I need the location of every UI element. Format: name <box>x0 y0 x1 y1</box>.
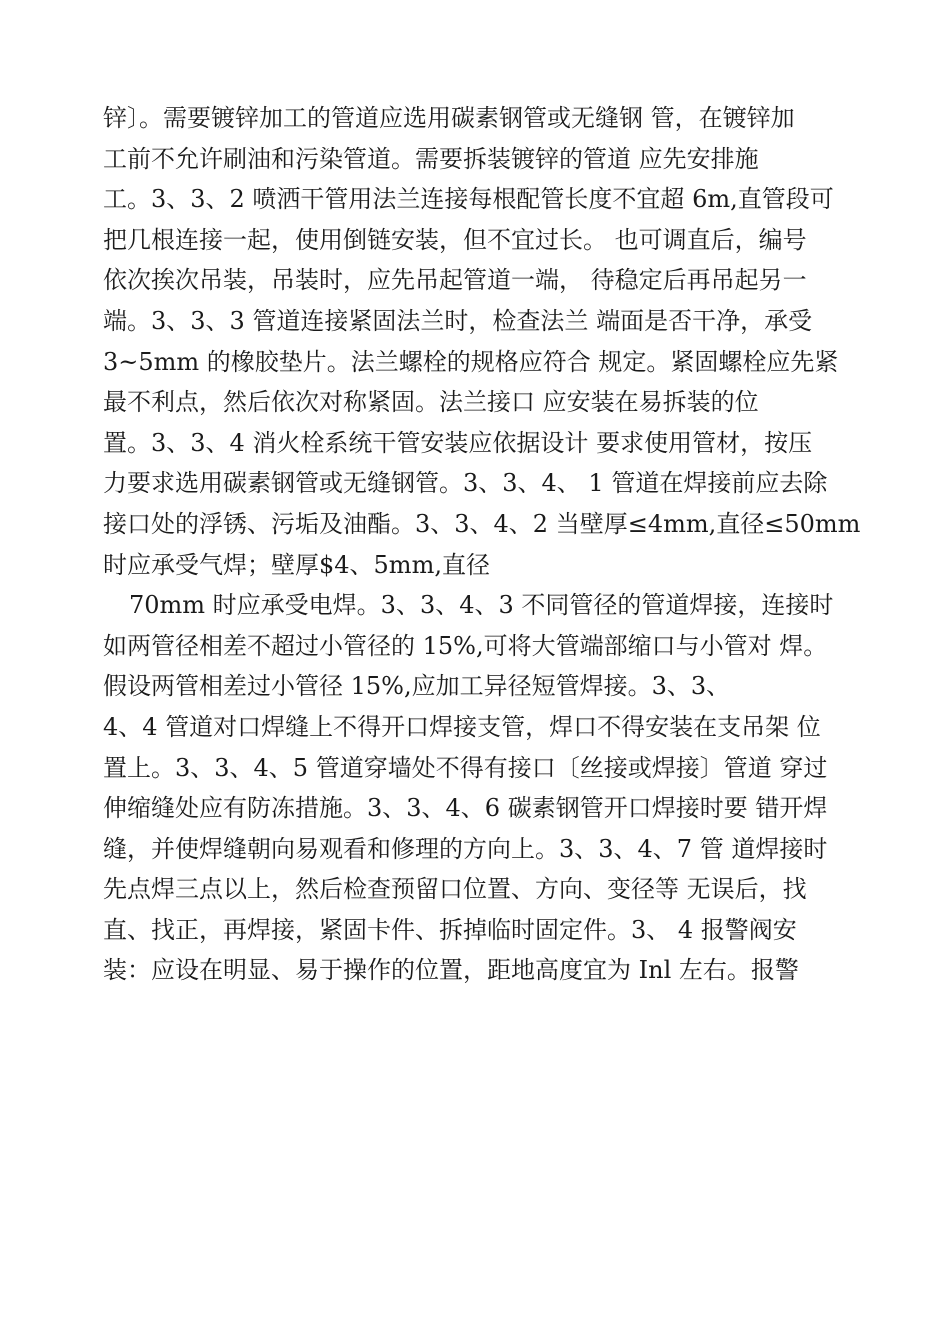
text-line-7: 3~5mm 的橡胶垫片。法兰螺栓的规格应符合 规定。紧固螺栓应先紧 <box>103 347 839 376</box>
text-line-14: 如两管径相差不超过小管径的 15%,可将大管端部缩口与小管对 焊。 <box>103 631 828 660</box>
text-line-10: 力要求选用碳素钢管或无缝钢管。3、3、4、 1 管道在焊接前应去除 <box>103 469 828 498</box>
text-line-21: 直、找正，再焊接，紧固卡件、拆掉临时固定件。3、 4 报警阀安 <box>103 915 797 944</box>
text-line-6: 端。3、3、3 管道连接紧固法兰时，检查法兰 端面是否干净，承受 <box>103 306 813 335</box>
text-line-2: 工前不允许刷油和污染管道。需要拆装镀锌的管道 应先安排施 <box>103 144 759 173</box>
text-line-1: 锌〕。需要镀锌加工的管道应选用碳素钢管或无缝钢 管，在镀锌加 <box>103 104 795 132</box>
text-line-9: 置。3、3、4 消火栓系统干管安装应依据设计 要求使用管材，按压 <box>103 428 813 457</box>
text-line-20: 先点焊三点以上，然后检查预留口位置、方向、变径等 无误后，找 <box>103 875 807 904</box>
text-line-12: 时应承受气焊；壁厚$4、5mm,直径 <box>103 550 490 579</box>
text-line-11: 接口处的浮锈、污垢及油酯。3、3、4、2 当壁厚≤4mm,直径≤50mm <box>103 509 861 538</box>
text-line-16: 4、4 管道对口焊缝上不得开口焊接支管，焊口不得安装在支吊架 位 <box>103 712 821 741</box>
text-line-4: 把几根连接一起，使用倒链安装，但不宜过长。 也可调直后，编号 <box>103 225 807 254</box>
text-line-5: 依次挨次吊装，吊装时，应先吊起管道一端， 待稳定后再吊起另一 <box>103 266 807 295</box>
text-line-19: 缝，并使焊缝朝向易观看和修理的方向上。3、3、4、7 管 道焊接时 <box>103 834 828 863</box>
text-line-18: 伸缩缝处应有防冻措施。3、3、4、6 碳素钢管开口焊接时要 错开焊 <box>103 794 828 823</box>
text-line-17: 置上。3、3、4、5 管道穿墙处不得有接口〔丝接或焊接〕管道 穿过 <box>103 753 828 782</box>
text-line-8: 最不利点，然后依次对称紧固。法兰接口 应安装在易拆装的位 <box>103 388 759 417</box>
body-text <box>103 98 863 991</box>
text-line-22: 装：应设在明显、易于操作的位置，距地高度宜为 Inl 左右。报警 <box>103 956 799 985</box>
text-line-3: 工。3、3、2 喷洒干管用法兰连接每根配管长度不宜超 6m,直管段可 <box>103 185 834 214</box>
text-line-15: 假设两管相差过小管径 15%,应加工异径短管焊接。3、3、 <box>103 672 731 701</box>
text-line-13: 70mm 时应承受电焊。3、3、4、3 不同管径的管道焊接，连接时 <box>129 591 834 620</box>
